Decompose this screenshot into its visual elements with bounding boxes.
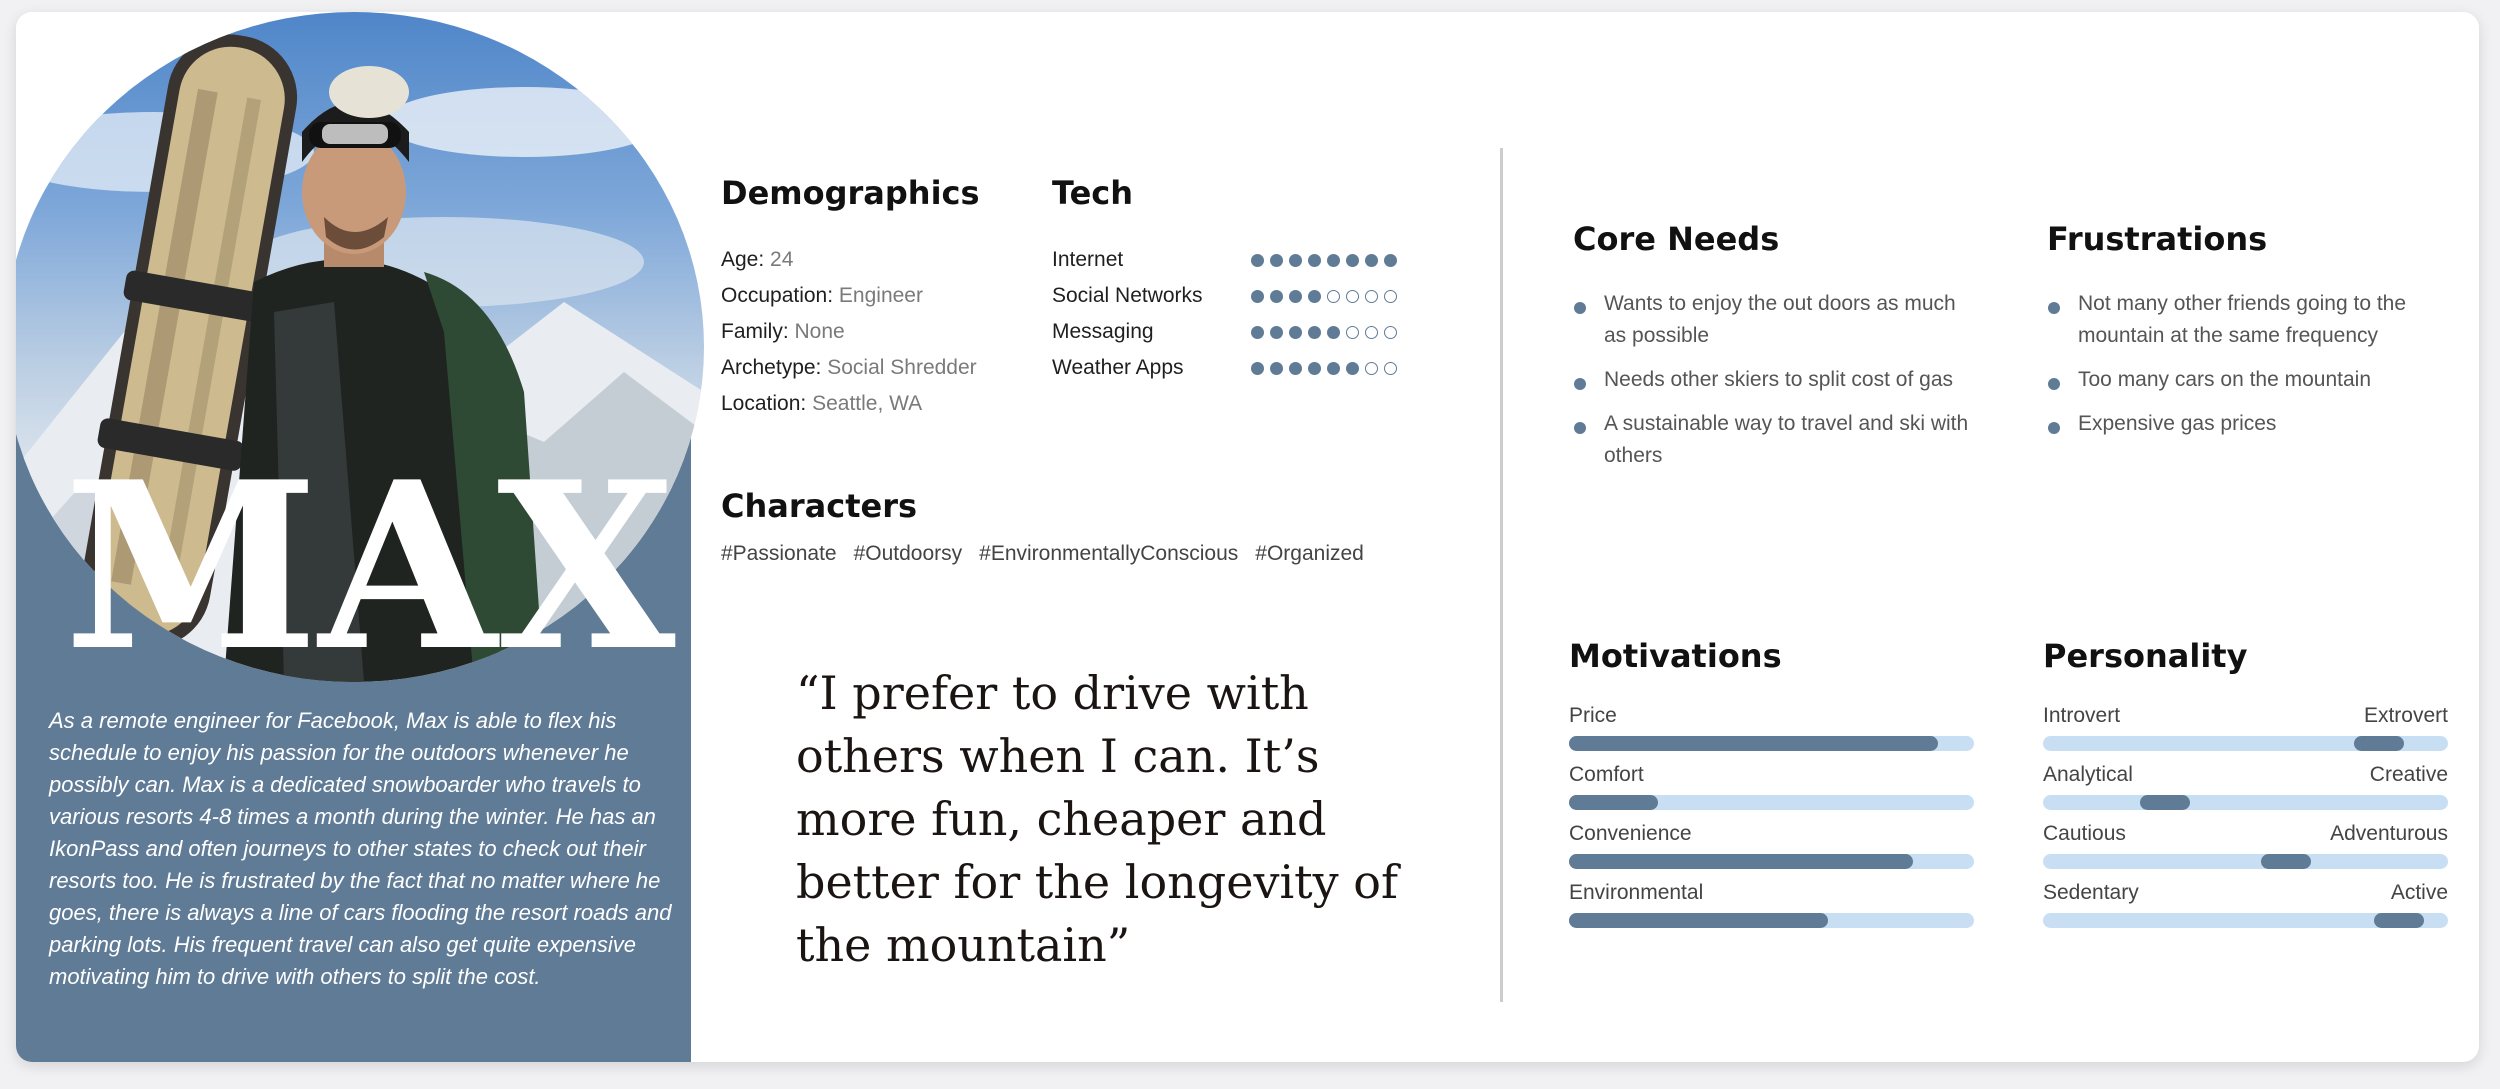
personality-left-label: Cautious xyxy=(2043,822,2126,845)
demographic-row xyxy=(721,314,977,350)
rating-dot xyxy=(1289,326,1302,339)
motivation-label: Price xyxy=(1569,704,1617,727)
motivation-fill xyxy=(1569,795,1658,810)
personality-label-row xyxy=(2043,879,2448,907)
motivation-bar xyxy=(1569,879,1974,938)
bullet-item xyxy=(2048,408,2468,440)
motivation-track xyxy=(1569,913,1974,928)
tech-dot-row xyxy=(1251,242,1397,278)
tech-label: Weather Apps xyxy=(1052,356,1184,379)
rating-dot xyxy=(1365,254,1378,267)
tech-dot-row xyxy=(1251,278,1397,314)
rating-dot xyxy=(1365,362,1378,375)
rating-dot xyxy=(1346,254,1359,267)
personality-right-label: Creative xyxy=(2369,763,2448,786)
tech-title: Tech xyxy=(1052,174,1134,212)
persona-left-panel xyxy=(16,12,691,1062)
demographic-value: None xyxy=(794,320,845,343)
demographic-label: Age: xyxy=(721,248,765,271)
rating-dot xyxy=(1308,362,1321,375)
bullet-text: Too many cars on the mountain xyxy=(2078,368,2371,391)
demographic-label: Location: xyxy=(721,392,807,415)
column-divider xyxy=(1500,148,1503,1002)
personality-bars xyxy=(2043,702,2448,938)
rating-dot xyxy=(1346,290,1359,303)
rating-dot xyxy=(1384,326,1397,339)
personality-label-row xyxy=(2043,820,2448,848)
motivations-title: Motivations xyxy=(1569,637,1782,675)
bullet-dot xyxy=(1574,302,1586,314)
rating-dot xyxy=(1308,290,1321,303)
rating-dot xyxy=(1251,362,1264,375)
motivation-fill xyxy=(1569,913,1828,928)
character-tag: #Passionate xyxy=(721,542,837,565)
motivation-track xyxy=(1569,854,1974,869)
persona-quote: “I prefer to drive with others when I can. It’s more fun, cheaper and better for the longevity of the mountain” xyxy=(796,666,1398,972)
demographic-row xyxy=(721,350,977,386)
personality-marker xyxy=(2354,736,2404,751)
persona-bio: As a remote engineer for Facebook, Max is able to flex his schedule to enjoy his passion for the outdoors whenever he possibly can. Max is a dedicated snowboarder who travels to various resorts 4-8 times a month during the winter. He has an IkonPass and often journeys to other states to check out their resorts too. He is frustrated by the fact that no matter where he goes, there is always a line of cars flooding the resort roads and parking lots. His frequent travel can also get quite expensive motivating him to drive with others to split the cost. xyxy=(49,708,672,989)
rating-dot xyxy=(1384,362,1397,375)
persona-card xyxy=(16,12,2479,1062)
demographics-title: Demographics xyxy=(721,174,980,212)
motivation-label: Environmental xyxy=(1569,881,1704,904)
demographic-label: Family: xyxy=(721,320,789,343)
rating-dot xyxy=(1289,290,1302,303)
personality-marker xyxy=(2140,795,2190,810)
rating-dot xyxy=(1365,326,1378,339)
demographic-value: Seattle, WA xyxy=(812,392,923,415)
bullet-text: Expensive gas prices xyxy=(2078,412,2277,435)
motivation-label: Comfort xyxy=(1569,763,1644,786)
personality-track xyxy=(2043,854,2448,869)
motivation-fill xyxy=(1569,736,1938,751)
persona-name: MAX xyxy=(64,432,676,702)
personality-track xyxy=(2043,913,2448,928)
rating-dot xyxy=(1270,362,1283,375)
rating-dot xyxy=(1308,326,1321,339)
motivation-bar xyxy=(1569,702,1974,761)
rating-dot xyxy=(1251,326,1264,339)
demographic-value: Social Shredder xyxy=(827,356,977,379)
rating-dot xyxy=(1270,290,1283,303)
rating-dot xyxy=(1251,290,1264,303)
core-needs-title: Core Needs xyxy=(1573,220,1780,258)
bullet-item xyxy=(2048,364,2468,396)
motivation-label-row xyxy=(1569,820,1974,848)
rating-dot xyxy=(1346,326,1359,339)
rating-dot xyxy=(1327,290,1340,303)
motivation-label: Convenience xyxy=(1569,822,1692,845)
personality-track xyxy=(2043,795,2448,810)
motivation-track xyxy=(1569,736,1974,751)
rating-dot xyxy=(1289,254,1302,267)
bullet-item xyxy=(1574,288,1974,352)
motivation-label-row xyxy=(1569,702,1974,730)
rating-dot xyxy=(1270,254,1283,267)
rating-dot xyxy=(1289,362,1302,375)
motivations-bars xyxy=(1569,702,1974,938)
bullet-item xyxy=(2048,288,2468,352)
rating-dot xyxy=(1384,290,1397,303)
tech-label: Social Networks xyxy=(1052,284,1203,307)
motivation-track xyxy=(1569,795,1974,810)
personality-right-label: Adventurous xyxy=(2330,822,2448,845)
rating-dot xyxy=(1384,254,1397,267)
character-tags xyxy=(721,542,1364,566)
bullet-dot xyxy=(2048,302,2060,314)
demographic-row xyxy=(721,242,977,278)
personality-marker xyxy=(2261,854,2311,869)
personality-scale xyxy=(2043,820,2448,879)
bullet-item xyxy=(1574,408,1974,472)
frustrations-title: Frustrations xyxy=(2047,220,2268,258)
rating-dot xyxy=(1346,362,1359,375)
personality-right-label: Active xyxy=(2390,881,2448,904)
personality-marker xyxy=(2374,913,2424,928)
rating-dot xyxy=(1365,290,1378,303)
demographic-value: 24 xyxy=(770,248,794,271)
motivation-bar xyxy=(1569,761,1974,820)
demographic-value: Engineer xyxy=(838,284,923,307)
motivation-label-row xyxy=(1569,761,1974,789)
personality-left-label: Sedentary xyxy=(2043,881,2139,904)
personality-right-label: Extrovert xyxy=(2363,704,2448,727)
motivation-fill xyxy=(1569,854,1913,869)
tech-dot-row xyxy=(1251,350,1397,386)
rating-dot xyxy=(1251,254,1264,267)
rating-dot xyxy=(1327,326,1340,339)
rating-dot xyxy=(1308,254,1321,267)
characters-title: Characters xyxy=(721,487,918,525)
personality-scale xyxy=(2043,702,2448,761)
rating-dot xyxy=(1327,254,1340,267)
rating-dot xyxy=(1327,362,1340,375)
bullet-text: Needs other skiers to split cost of gas xyxy=(1604,368,1953,391)
motivation-bar xyxy=(1569,820,1974,879)
tech-label: Messaging xyxy=(1052,320,1154,343)
personality-left-label: Analytical xyxy=(2043,763,2133,786)
demographic-row xyxy=(721,386,977,422)
bullet-item xyxy=(1574,364,1974,396)
demographic-label: Archetype: xyxy=(721,356,822,379)
character-tag: #Organized xyxy=(1255,542,1364,565)
frustrations-list xyxy=(2048,288,2468,452)
demographic-row xyxy=(721,278,977,314)
personality-label-row xyxy=(2043,702,2448,730)
demographics-list xyxy=(721,242,977,422)
tech-dot-row xyxy=(1251,314,1397,350)
character-tag: #EnvironmentallyConscious xyxy=(979,542,1239,565)
bullet-dot xyxy=(2048,422,2060,434)
bullet-dot xyxy=(2048,378,2060,390)
personality-title: Personality xyxy=(2043,637,2248,675)
bullet-dot xyxy=(1574,378,1586,390)
personality-track xyxy=(2043,736,2448,751)
tech-ratings xyxy=(1251,242,1397,386)
personality-scale xyxy=(2043,879,2448,938)
personality-label-row xyxy=(2043,761,2448,789)
demographic-label: Occupation: xyxy=(721,284,834,307)
bullet-text: Not many other friends going to the mountain at the same frequency xyxy=(2078,292,2407,347)
rating-dot xyxy=(1270,326,1283,339)
character-tag: #Outdoorsy xyxy=(853,542,963,565)
tech-labels xyxy=(1052,242,1203,386)
bullet-dot xyxy=(1574,422,1586,434)
personality-left-label: Introvert xyxy=(2043,704,2121,727)
core-needs-list xyxy=(1574,288,1974,484)
tech-label: Internet xyxy=(1052,248,1124,271)
personality-scale xyxy=(2043,761,2448,820)
bullet-text: Wants to enjoy the out doors as much as possible xyxy=(1604,292,1956,347)
motivation-label-row xyxy=(1569,879,1974,907)
bullet-text: A sustainable way to travel and ski with others xyxy=(1604,412,1969,467)
